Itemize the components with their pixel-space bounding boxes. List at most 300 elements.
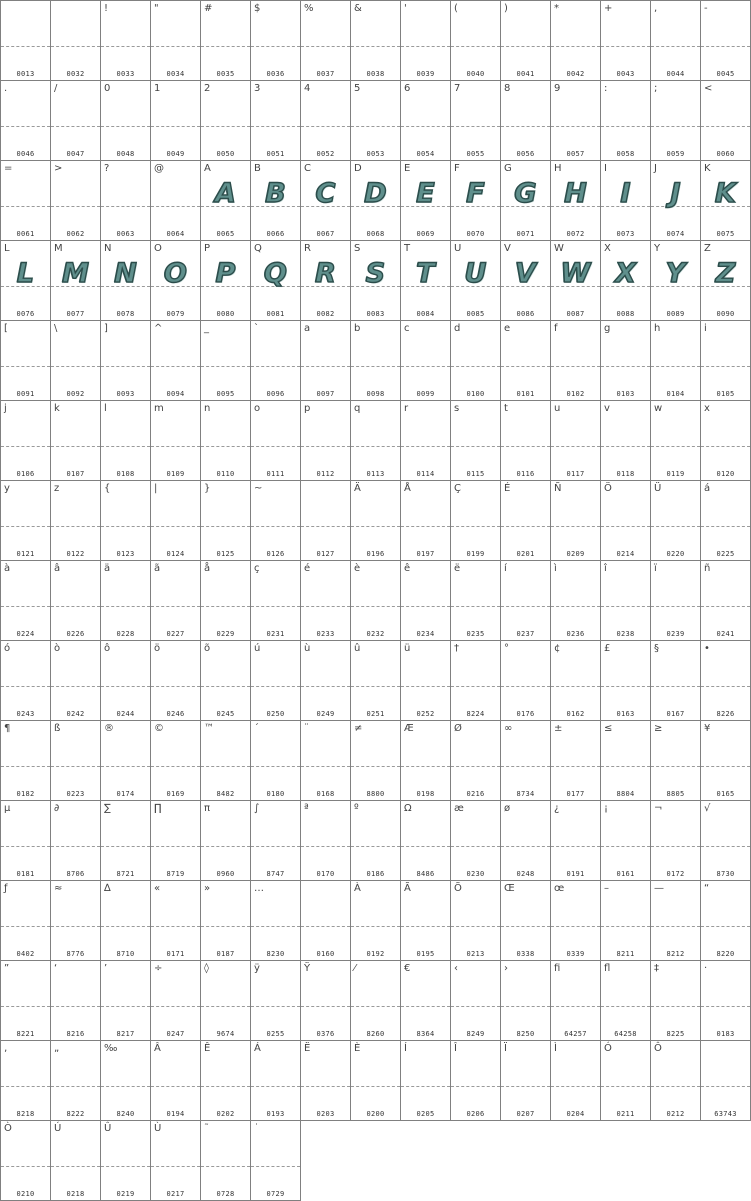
baseline-guide <box>101 686 150 687</box>
character-label: Æ <box>404 723 414 734</box>
baseline-guide <box>501 126 550 127</box>
baseline-guide <box>201 1006 250 1007</box>
glyph-cell-0048 <box>101 81 151 161</box>
baseline-guide <box>51 606 100 607</box>
glyph-cell-0225 <box>701 481 751 561</box>
character-label: * <box>554 3 559 14</box>
baseline-guide <box>601 606 650 607</box>
character-label: ~ <box>254 483 263 494</box>
baseline-guide <box>101 526 150 527</box>
glyph-cell-0064 <box>151 161 201 241</box>
baseline-guide <box>201 1166 250 1167</box>
baseline-guide <box>551 766 600 767</box>
char-code-label: 0176 <box>516 710 535 718</box>
character-label: Õ <box>454 883 462 894</box>
baseline-guide <box>351 846 400 847</box>
character-label: % <box>304 3 314 14</box>
baseline-guide <box>351 606 400 607</box>
char-code-label: 0098 <box>366 390 385 398</box>
baseline-guide <box>151 686 200 687</box>
char-code-label: 0729 <box>266 1190 285 1198</box>
character-label: « <box>154 883 161 894</box>
glyph-cell-0216 <box>451 721 501 801</box>
char-code-label: 0120 <box>716 470 735 478</box>
baseline-guide <box>351 1006 400 1007</box>
character-label: ƒ <box>4 883 8 894</box>
char-code-label: 0122 <box>66 550 85 558</box>
baseline-guide <box>451 606 500 607</box>
character-label: = <box>4 163 13 174</box>
baseline-guide <box>1 1006 50 1007</box>
character-label: ü <box>404 643 411 654</box>
glyph-cell-0085 <box>451 241 501 321</box>
glyph-cell-0198 <box>401 721 451 801</box>
glyph-cell-0238 <box>601 561 651 641</box>
char-code-label: 0052 <box>316 150 335 158</box>
glyph-cell-0197 <box>401 481 451 561</box>
baseline-guide <box>101 126 150 127</box>
char-code-label: 0067 <box>316 230 335 238</box>
glyph-cell-8747 <box>251 801 301 881</box>
baseline-guide <box>101 766 150 767</box>
baseline-guide <box>1 1166 50 1167</box>
glyph-cell-8218 <box>1 1041 51 1121</box>
baseline-guide <box>201 366 250 367</box>
char-code-label: 0203 <box>316 1110 335 1118</box>
character-label: H <box>554 163 562 174</box>
baseline-guide <box>101 606 150 607</box>
baseline-guide <box>401 1086 450 1087</box>
character-label: ™ <box>204 723 214 734</box>
char-code-label: 0244 <box>116 710 135 718</box>
char-code-label: 0106 <box>16 470 35 478</box>
glyph-cell-0115 <box>451 401 501 481</box>
character-label: D <box>354 163 362 174</box>
glyph-cell-0246 <box>151 641 201 721</box>
baseline-guide <box>651 686 700 687</box>
glyph-cell-0236 <box>551 561 601 641</box>
glyph-cell-0181 <box>1 801 51 881</box>
char-code-label: 8719 <box>166 870 185 878</box>
char-code-label: 0198 <box>416 790 435 798</box>
baseline-guide <box>301 46 350 47</box>
baseline-guide <box>401 846 450 847</box>
char-code-label: 0171 <box>166 950 185 958</box>
character-label: - <box>704 3 708 14</box>
char-code-label: 0207 <box>516 1110 535 1118</box>
character-label: t <box>504 403 508 414</box>
baseline-guide <box>51 46 100 47</box>
baseline-guide <box>451 766 500 767</box>
baseline-guide <box>1 366 50 367</box>
font-glyph-preview: U <box>464 258 487 289</box>
baseline-guide <box>651 126 700 127</box>
baseline-guide <box>651 846 700 847</box>
char-code-label: 0242 <box>66 710 85 718</box>
char-code-label: 0078 <box>116 310 135 318</box>
character-label: Ì <box>554 1043 557 1054</box>
char-code-label: 8216 <box>66 1030 85 1038</box>
font-glyph-preview: W <box>560 258 591 289</box>
char-code-label: 0194 <box>166 1110 185 1118</box>
glyph-cell-0169 <box>151 721 201 801</box>
char-code-label: 8805 <box>666 790 685 798</box>
character-label: a <box>304 323 311 334</box>
baseline-guide <box>601 926 650 927</box>
font-glyph-preview: X <box>615 258 636 289</box>
char-code-label: 0065 <box>216 230 235 238</box>
baseline-guide <box>601 446 650 447</box>
glyph-cell-0071 <box>501 161 551 241</box>
char-code-label: 0186 <box>366 870 385 878</box>
baseline-guide <box>251 46 300 47</box>
character-label: Ë <box>304 1043 311 1054</box>
baseline-guide <box>251 366 300 367</box>
character-label: Ô <box>654 1043 662 1054</box>
glyph-cell-0049 <box>151 81 201 161</box>
character-label: Î <box>454 1043 457 1054</box>
glyph-cell-0227 <box>151 561 201 641</box>
char-code-label: 0087 <box>566 310 585 318</box>
glyph-cell-0167 <box>651 641 701 721</box>
character-label: 6 <box>404 83 411 94</box>
glyph-cell-0196 <box>351 481 401 561</box>
character-label: y <box>4 483 10 494</box>
char-code-label: 0092 <box>66 390 85 398</box>
char-code-label: 8364 <box>416 1030 435 1038</box>
char-code-label: 0223 <box>66 790 85 798</box>
character-label: Q <box>254 243 262 254</box>
character-label: " <box>154 3 159 14</box>
glyph-cell-0050 <box>201 81 251 161</box>
glyph-cell-0193 <box>251 1041 301 1121</box>
char-code-label: 0037 <box>316 70 335 78</box>
baseline-guide <box>401 126 450 127</box>
char-code-label: 0047 <box>66 150 85 158</box>
baseline-guide <box>351 686 400 687</box>
character-label: . <box>4 83 8 94</box>
character-label: i <box>704 323 707 334</box>
glyph-cell-0230 <box>451 801 501 881</box>
char-code-label: 0103 <box>616 390 635 398</box>
char-code-label: 8249 <box>466 1030 485 1038</box>
character-label: I <box>604 163 607 174</box>
char-code-label: 0226 <box>66 630 85 638</box>
character-label: ≥ <box>654 723 663 734</box>
baseline-guide <box>701 126 750 127</box>
char-code-label: 0084 <box>416 310 435 318</box>
glyph-cell-0728 <box>201 1121 251 1201</box>
char-code-label: 8260 <box>366 1030 385 1038</box>
baseline-guide <box>151 606 200 607</box>
baseline-guide <box>101 206 150 207</box>
char-code-label: 0196 <box>366 550 385 558</box>
character-label: æ <box>454 803 464 814</box>
character-label: 5 <box>354 83 361 94</box>
character-label: “ <box>704 883 710 894</box>
character-label: ® <box>104 723 114 734</box>
char-code-label: 0237 <box>516 630 535 638</box>
baseline-guide <box>351 126 400 127</box>
glyph-cell-0041 <box>501 1 551 81</box>
character-label: ã <box>154 563 161 574</box>
baseline-guide <box>101 446 150 447</box>
char-code-label: 0174 <box>116 790 135 798</box>
baseline-guide <box>651 1086 700 1087</box>
font-glyph-preview: P <box>215 258 236 289</box>
char-code-label: 0099 <box>416 390 435 398</box>
baseline-guide <box>551 526 600 527</box>
glyph-cell-0087 <box>551 241 601 321</box>
glyph-cell-0107 <box>51 401 101 481</box>
char-code-label: 0060 <box>716 150 735 158</box>
char-code-label: 0108 <box>116 470 135 478</box>
char-code-label: 0376 <box>316 1030 335 1038</box>
char-code-label: 0051 <box>266 150 285 158</box>
char-code-label: 0101 <box>516 390 535 398</box>
baseline-guide <box>701 1086 750 1087</box>
char-code-label: 0219 <box>116 1190 135 1198</box>
character-label: : <box>604 83 608 94</box>
glyph-cell-0239 <box>651 561 701 641</box>
glyph-cell-0113 <box>351 401 401 481</box>
glyph-cell-0244 <box>101 641 151 721</box>
character-label: ) <box>504 3 508 14</box>
char-code-label: 0058 <box>616 150 635 158</box>
char-code-label: 0057 <box>566 150 585 158</box>
character-label: ¢ <box>554 643 561 654</box>
character-label: í <box>504 563 507 574</box>
character-label: Ω <box>404 803 412 814</box>
character-label: Z <box>704 243 711 254</box>
baseline-guide <box>251 606 300 607</box>
glyph-cell-8364 <box>401 961 451 1041</box>
char-code-label: 0066 <box>266 230 285 238</box>
glyph-cell-63743 <box>701 1041 751 1121</box>
glyph-cell-0065 <box>201 161 251 241</box>
char-code-label: 0213 <box>466 950 485 958</box>
character-label: | <box>154 483 158 494</box>
char-code-label: 0250 <box>266 710 285 718</box>
glyph-cell-0226 <box>51 561 101 641</box>
character-label: é <box>304 563 311 574</box>
char-code-label: 0212 <box>666 1110 685 1118</box>
glyph-cell-0111 <box>251 401 301 481</box>
glyph-cell-8486 <box>401 801 451 881</box>
char-code-label: 0247 <box>166 1030 185 1038</box>
font-glyph-preview: Q <box>264 258 287 289</box>
font-glyph-preview: M <box>62 258 89 289</box>
character-label: œ <box>554 883 565 894</box>
glyph-cell-0125 <box>201 481 251 561</box>
baseline-guide <box>551 126 600 127</box>
font-glyph-preview: K <box>715 178 736 209</box>
glyph-cell-0082 <box>301 241 351 321</box>
baseline-guide <box>501 526 550 527</box>
character-label: À <box>354 883 361 894</box>
glyph-cell-0339 <box>551 881 601 961</box>
char-code-label: 0040 <box>466 70 485 78</box>
glyph-cell-0077 <box>51 241 101 321</box>
character-label: B <box>254 163 261 174</box>
baseline-guide <box>601 846 650 847</box>
glyph-cell-0251 <box>351 641 401 721</box>
glyph-cell-0126 <box>251 481 301 561</box>
char-code-label: 0225 <box>716 550 735 558</box>
baseline-guide <box>651 606 700 607</box>
baseline-guide <box>351 926 400 927</box>
char-code-label: 0041 <box>516 70 535 78</box>
glyph-cell-0123 <box>101 481 151 561</box>
baseline-guide <box>601 686 650 687</box>
baseline-guide <box>401 926 450 927</box>
baseline-guide <box>551 366 600 367</box>
baseline-guide <box>551 1006 600 1007</box>
baseline-guide <box>251 446 300 447</box>
glyph-cell-0094 <box>151 321 201 401</box>
glyph-cell-0035 <box>201 1 251 81</box>
character-label: _ <box>204 323 209 334</box>
char-code-label: 0055 <box>466 150 485 158</box>
character-label: m <box>154 403 164 414</box>
baseline-guide <box>351 46 400 47</box>
glyph-cell-0228 <box>101 561 151 641</box>
glyph-cell-0093 <box>101 321 151 401</box>
char-code-label: 0728 <box>216 1190 235 1198</box>
glyph-cell-8226 <box>701 641 751 721</box>
baseline-guide <box>501 366 550 367</box>
glyph-cell-64257 <box>551 961 601 1041</box>
character-label: ‡ <box>654 963 659 974</box>
baseline-guide <box>401 446 450 447</box>
char-code-label: 0163 <box>616 710 635 718</box>
baseline-guide <box>101 1086 150 1087</box>
character-label: ≤ <box>604 723 613 734</box>
baseline-guide <box>701 526 750 527</box>
glyph-cell-0117 <box>551 401 601 481</box>
character-label: £ <box>604 643 611 654</box>
character-label: ê <box>404 563 411 574</box>
character-label: f <box>554 323 558 334</box>
character-label: ∂ <box>54 803 60 814</box>
glyph-cell-0237 <box>501 561 551 641</box>
baseline-guide <box>1 766 50 767</box>
char-code-label: 0233 <box>316 630 335 638</box>
glyph-cell-8222 <box>51 1041 101 1121</box>
baseline-guide <box>251 686 300 687</box>
char-code-label: 0109 <box>166 470 185 478</box>
character-label: ¿ <box>554 803 560 814</box>
character-label: √ <box>704 803 711 814</box>
char-code-label: 0220 <box>666 550 685 558</box>
character-label: ' <box>404 3 407 14</box>
baseline-guide <box>201 1086 250 1087</box>
baseline-guide <box>51 446 100 447</box>
baseline-guide <box>251 1006 300 1007</box>
char-code-label: 0229 <box>216 630 235 638</box>
glyph-cell-0102 <box>551 321 601 401</box>
char-code-label: 0243 <box>16 710 35 718</box>
char-code-label: 8734 <box>516 790 535 798</box>
glyph-cell-8211 <box>601 881 651 961</box>
character-label: ì <box>554 563 557 574</box>
character-label: — <box>654 883 664 894</box>
char-code-label: 0072 <box>566 230 585 238</box>
char-code-label: 0160 <box>316 950 335 958</box>
character-label: ø <box>504 803 511 814</box>
glyph-cell-0229 <box>201 561 251 641</box>
baseline-guide <box>1 206 50 207</box>
glyph-cell-0043 <box>601 1 651 81</box>
baseline-guide <box>51 206 100 207</box>
baseline-guide <box>201 606 250 607</box>
character-label: 1 <box>154 83 161 94</box>
char-code-label: 0050 <box>216 150 235 158</box>
baseline-guide <box>651 366 700 367</box>
glyph-cell-0103 <box>601 321 651 401</box>
baseline-guide <box>601 46 650 47</box>
glyph-cell-0040 <box>451 1 501 81</box>
glyph-cell-0194 <box>151 1041 201 1121</box>
baseline-guide <box>151 1006 200 1007</box>
character-label: + <box>604 3 613 14</box>
char-code-label: 8486 <box>416 870 435 878</box>
glyph-cell-0092 <box>51 321 101 401</box>
font-glyph-preview: O <box>164 258 187 289</box>
character-label: M <box>54 243 63 254</box>
char-code-label: 0338 <box>516 950 535 958</box>
char-code-label: 0107 <box>66 470 85 478</box>
character-label: Ã <box>404 883 411 894</box>
baseline-guide <box>501 46 550 47</box>
baseline-guide <box>251 766 300 767</box>
baseline-guide <box>451 366 500 367</box>
char-code-label: 0105 <box>716 390 735 398</box>
char-code-label: 0054 <box>416 150 435 158</box>
char-code-label: 0197 <box>416 550 435 558</box>
char-code-label: 0034 <box>166 70 185 78</box>
char-code-label: 8217 <box>116 1030 135 1038</box>
baseline-guide <box>551 926 600 927</box>
char-code-label: 8747 <box>266 870 285 878</box>
baseline-guide <box>651 526 700 527</box>
character-label: Ø <box>454 723 462 734</box>
character-label: „ <box>54 1043 60 1054</box>
character-label: ÿ <box>254 963 260 974</box>
glyph-cell-8710 <box>101 881 151 961</box>
baseline-guide <box>551 606 600 607</box>
char-code-label: 8710 <box>116 950 135 958</box>
character-label: † <box>454 643 459 654</box>
char-code-label: 8706 <box>66 870 85 878</box>
character-label: õ <box>204 643 211 654</box>
character-label: 4 <box>304 83 311 94</box>
char-code-label: 0096 <box>266 390 285 398</box>
char-code-label: 8804 <box>616 790 635 798</box>
baseline-guide <box>351 766 400 767</box>
font-glyph-preview: F <box>466 178 485 209</box>
glyph-cell-0079 <box>151 241 201 321</box>
baseline-guide <box>651 926 700 927</box>
baseline-guide <box>151 366 200 367</box>
character-label: à <box>4 563 11 574</box>
glyph-cell-0046 <box>1 81 51 161</box>
character-label: ú <box>254 643 261 654</box>
glyph-cell-0242 <box>51 641 101 721</box>
baseline-guide <box>301 366 350 367</box>
glyph-cell-0099 <box>401 321 451 401</box>
character-label: , <box>654 3 658 14</box>
